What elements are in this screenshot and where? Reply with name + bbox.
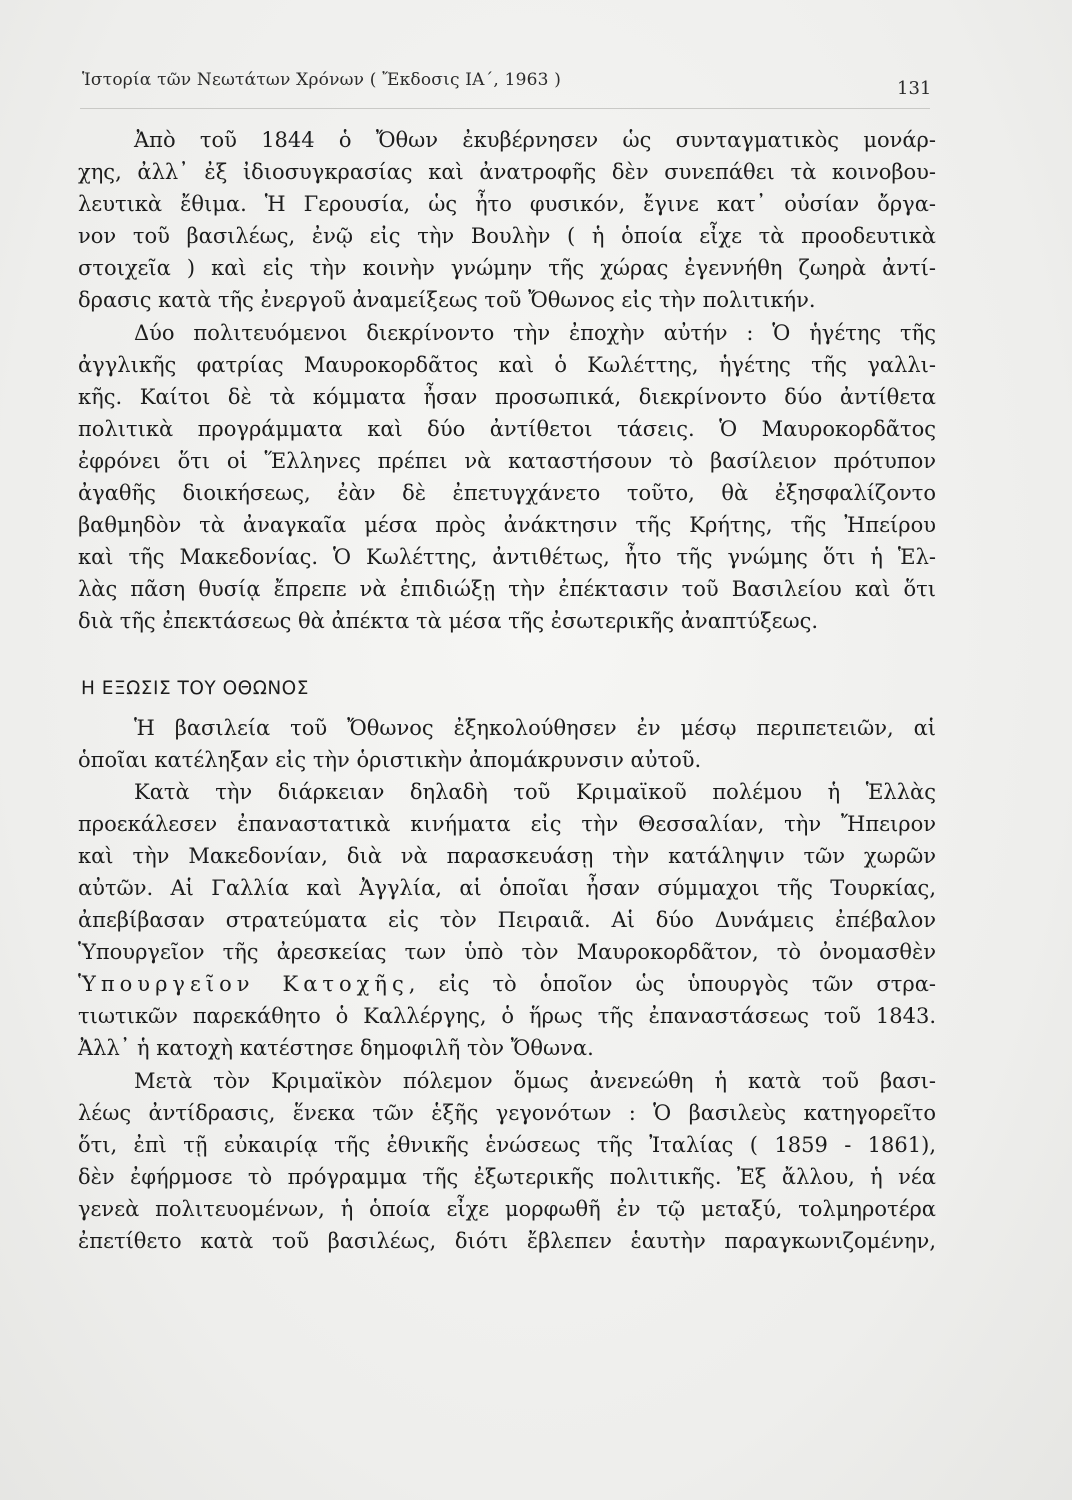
text-line: λὰς πᾶση θυσίᾳ ἔπρεπε νὰ ἐπιδιώξῃ τὴν ἐπέκτασιν τοῦ Βασιλείου καὶ ὅτι — [78, 577, 936, 602]
text-line: λέως ἀντίδρασις, ἕνεκα τῶν ἑξῆς γεγονότων : Ὁ βασιλεὺς κατηγορεῖτο — [78, 1100, 936, 1125]
text-line: διὰ τῆς ἐπεκτάσεως θὰ ἀπέκτα τὰ μέσα τῆς ἐσωτερικῆς ἀναπτύξεως. — [78, 609, 819, 634]
text-line: ἐπετίθετο κατὰ τοῦ βασιλέως, διότι ἔβλεπεν ἑαυτὴν παραγκωνιζομένην, — [78, 1229, 936, 1253]
section-paragraph-2 — [78, 776, 936, 1065]
text-line: Ἀπὸ τοῦ 1844 ὁ Ὄθων ἐκυβέρνησεν ὡς συνταγματικὸς μονάρ- — [134, 128, 936, 152]
text-line: κῆς. Καίτοι δὲ τὰ κόμματα ἦσαν προσωπικά, διεκρίνοντο δύο ἀντίθετα — [78, 384, 936, 409]
page-number: 131 — [897, 78, 932, 99]
text-line: Ὑπουργεῖον τῆς ἀρεσκείας των ὑπὸ τὸν Μαυροκορδᾶτον, τὸ ὀνομασθὲν — [78, 940, 936, 965]
text-line: καὶ τῆς Μακεδονίας. Ὁ Κωλέττης, ἀντιθέτως, ἦτο τῆς γνώμης ὅτι ἡ Ἑλ- — [78, 545, 936, 570]
paragraph-2 — [78, 317, 936, 638]
text-line: ὅτι, ἐπὶ τῇ εὐκαιρίᾳ τῆς ἐθνικῆς ἑνώσεως τῆς Ἰταλίας ( 1859 - 1861), — [78, 1132, 936, 1157]
text-line: τιωτικῶν παρεκάθητο ὁ Καλλέργης, ὁ ἥρως τῆς ἐπαναστάσεως τοῦ 1843. — [78, 1004, 936, 1029]
text-line: δρασις κατὰ τῆς ἐνεργοῦ ἀναμείξεως τοῦ Ὄθωνος εἰς τὴν πολιτικήν. — [78, 288, 816, 313]
text-line: Μετὰ τὸν Κριμαϊκὸν πόλεμον ὅμως ἀνενεώθη ἡ κατὰ τοῦ βασι- — [134, 1068, 936, 1093]
text-line: Ἀλλ᾽ ἡ κατοχὴ κατέστησε δημοφιλῆ τὸν Ὄθωνα. — [78, 1036, 594, 1061]
spaced-title: Ὑπουργεῖον Κατοχῆς — [78, 972, 409, 997]
text-line: Δύο πολιτευόμενοι διεκρίνοντο τὴν ἐποχὴν αὐτήν : Ὁ ἡγέτης τῆς — [134, 320, 936, 345]
text-line: ἐφρόνει ὅτι οἱ Ἕλληνες πρέπει νὰ καταστήσουν τὸ βασίλειον πρότυπον — [78, 448, 936, 473]
text-line: ἀγαθῆς διοικήσεως, ἐὰν δὲ ἐπετυγχάνετο τοῦτο, θὰ ἐξησφαλίζοντο — [78, 481, 936, 506]
text-line: βαθμηδὸν τὰ ἀναγκαῖα μέσα πρὸς ἀνάκτησιν τῆς Κρήτης, τῆς Ἠπείρου — [78, 513, 936, 538]
text-line: γενεὰ πολιτευομένων, ἡ ὁποία εἶχε μορφωθῆ ἐν τῷ μεταξύ, τολμηροτέρα — [78, 1196, 936, 1221]
header-rule — [80, 108, 930, 109]
text-line: χης, ἀλλ᾽ ἐξ ἰδιοσυγκρασίας καὶ ἀνατροφῆς δὲν συνεπάθει τὰ κοινοβου- — [78, 160, 936, 185]
text-run: , εἰς τὸ ὁποῖον ὡς ὑπουργὸς τῶν στρα- — [408, 972, 937, 997]
text-line: δὲν ἐφήρμοσε τὸ πρόγραμμα τῆς ἐξωτερικῆς πολιτικῆς. Ἐξ ἄλλου, ἡ νέα — [78, 1164, 936, 1189]
text-line: αὐτῶν. Αἱ Γαλλία καὶ Ἀγγλία, αἱ ὁποῖαι ἦσαν σύμμαχοι τῆς Τουρκίας, — [78, 875, 936, 900]
text-line: στοιχεῖα ) καὶ εἰς τὴν κοινὴν γνώμην τῆς χώρας ἐγεννήθη ζωηρὰ ἀντί- — [78, 256, 936, 281]
text-line: νον τοῦ βασιλέως, ἐνῷ εἰς τὴν Βουλὴν ( ἡ ὁποία εἶχε τὰ προοδευτικὰ — [78, 224, 936, 249]
section-paragraph-1 — [78, 712, 936, 776]
section-paragraph-3 — [78, 1065, 936, 1258]
text-line: Κατὰ τὴν διάρκειαν δηλαδὴ τοῦ Κριμαϊκοῦ πολέμου ἡ Ἑλλὰς — [134, 779, 936, 804]
text-line: πολιτικὰ προγράμματα καὶ δύο ἀντίθετοι τάσεις. Ὁ Μαυροκορδᾶτος — [78, 416, 936, 441]
text-line: προεκάλεσεν ἐπαναστατικὰ κινήματα εἰς τὴν Θεσσαλίαν, τὴν Ἤπειρον — [78, 811, 936, 836]
body-text — [78, 124, 936, 1257]
text-line: ὁποῖαι κατέληξαν εἰς τὴν ὁριστικὴν ἀπομάκρυνσιν αὐτοῦ. — [78, 747, 702, 772]
text-line: καὶ τὴν Μακεδονίαν, διὰ νὰ παρασκευάσῃ τὴν κατάληψιν τῶν χωρῶν — [78, 843, 936, 868]
text-line: ἀπεβίβασαν στρατεύματα εἰς τὸν Πειραιᾶ. Αἱ δύο Δυνάμεις ἐπέβαλον — [78, 908, 936, 933]
paragraph-1 — [78, 124, 936, 317]
section-heading: Η ΕΞΩΣΙΣ ΤΟΥ ΟΘΩΝΟΣ — [81, 677, 309, 699]
running-head: Ἱστορία τῶν Νεωτάτων Χρόνων ( Ἔκδοσις ΙΑ΄, 1963 ) — [82, 70, 562, 90]
text-line: λευτικὰ ἔθιμα. Ἡ Γερουσία, ὡς ἦτο φυσικόν, ἔγινε κατ᾽ οὐσίαν ὄργα- — [78, 192, 936, 217]
text-line-spaced — [78, 968, 936, 1000]
text-line: ἀγγλικῆς φατρίας Μαυροκορδᾶτος καὶ ὁ Κωλέττης, ἡγέτης τῆς γαλλι- — [78, 352, 936, 377]
text-line: Ἡ βασιλεία τοῦ Ὄθωνος ἐξηκολούθησεν ἐν μέσῳ περιπετειῶν, αἱ — [134, 715, 936, 740]
